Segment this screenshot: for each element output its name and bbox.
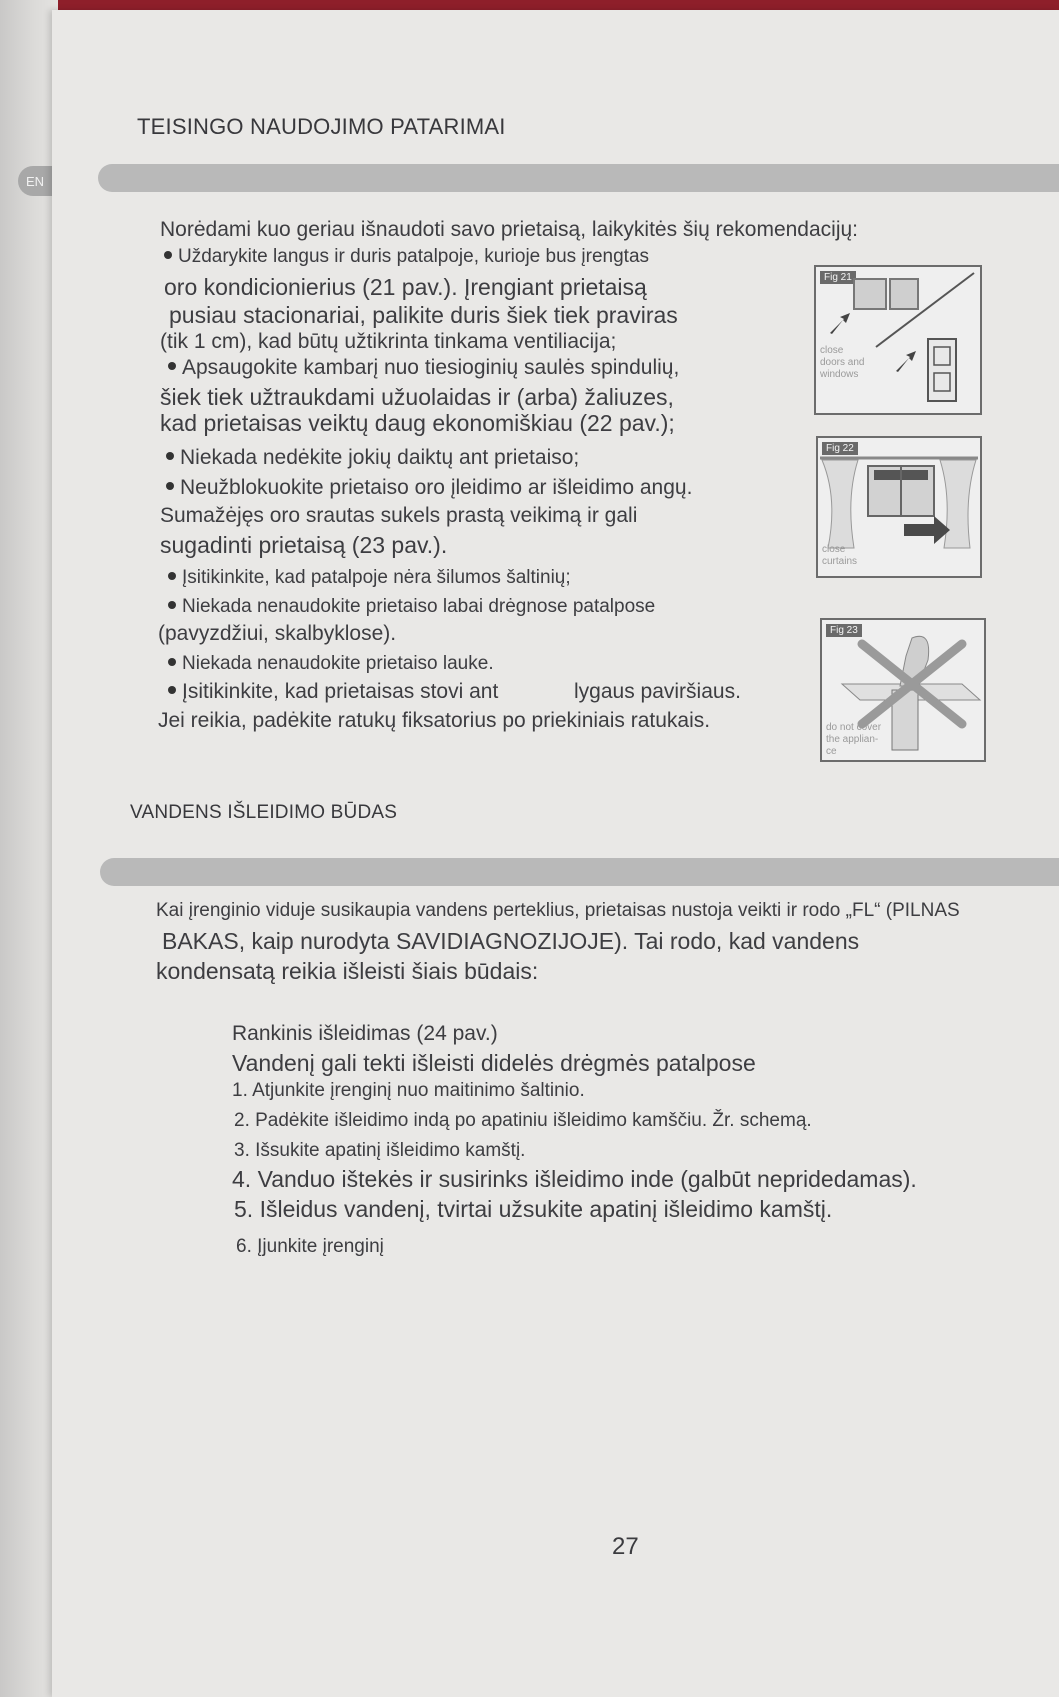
body-line: oro kondicionierius (21 pav.). Įrengiant prietaisą: [164, 274, 647, 300]
bullet-item: Niekada nenaudokite prietaiso lauke.: [168, 653, 494, 675]
bullet-icon: [168, 686, 176, 694]
step-item: 4. Vanduo ištekės ir susirinks išleidimo inde (galbūt nepridedamas).: [232, 1166, 917, 1192]
manual-page: [52, 10, 1059, 1697]
figure-tag: Fig 22: [822, 442, 858, 455]
step-item: 6. Įjunkite įrenginį: [236, 1236, 384, 1257]
window-door-icon: [816, 267, 980, 413]
body-line: (tik 1 cm), kad būtų užtikrinta tinkama ventiliacija;: [160, 330, 617, 353]
intro-line: Norėdami kuo geriau išnaudoti savo prietaisą, laikykitės šių rekomendacijų:: [160, 218, 859, 241]
bullet-item: Įsitikinkite, kad prietaisas stovi ant: [168, 680, 498, 704]
bullet-icon: [166, 482, 174, 490]
body-line: šiek tiek užtraukdami užuolaidas ir (arba) žaliuzes,: [160, 384, 674, 410]
bullet-icon: [168, 572, 176, 580]
step-item: 2. Padėkite išleidimo indą po apatiniu išleidimo kamščiu. Žr. schemą.: [234, 1110, 812, 1131]
step-item: 5. Išleidus vandenį, tvirtai užsukite apatinį išleidimo kamštį.: [234, 1196, 833, 1222]
figure-23: [820, 618, 986, 762]
bullet-item: Niekada nedėkite jokių daiktų ant prietaiso;: [166, 446, 579, 470]
bullet-icon: [164, 251, 172, 259]
body-line: lygaus paviršiaus.: [574, 680, 741, 703]
subheading-manual-drain: Rankinis išleidimas (24 pav.): [232, 1022, 498, 1045]
figure-caption: do not cover the applian- ce: [826, 722, 882, 757]
figure-caption: close doors and windows: [820, 345, 865, 380]
body-line: (pavyzdžiui, skalbyklose).: [158, 622, 397, 645]
bullet-item: Niekada nenaudokite prietaiso labai drėgnose patalpose: [168, 596, 655, 618]
body-line: sugadinti prietaisą (23 pav.).: [160, 532, 448, 558]
figure-tag: Fig 23: [826, 624, 862, 637]
step-item: 1. Atjunkite įrenginį nuo maitinimo šaltinio.: [232, 1080, 585, 1101]
bullet-item: Įsitikinkite, kad patalpoje nėra šilumos šaltinių;: [168, 567, 571, 589]
body-line: pusiau stacionariai, palikite duris šiek tiek praviras: [169, 302, 678, 328]
body-line: kad prietaisas veiktų daug ekonomiškiau (22 pav.);: [160, 410, 675, 436]
bullet-icon: [166, 452, 174, 460]
section-divider-bar: [100, 858, 1059, 886]
figure-tag: Fig 21: [820, 271, 856, 284]
figure-22: [816, 436, 982, 578]
figure-caption: close curtains: [822, 544, 858, 567]
bullet-icon: [168, 362, 176, 370]
section-divider-bar: [98, 164, 1059, 192]
bullet-item: Neužblokuokite prietaiso oro įleidimo ar išleidimo angų.: [166, 476, 692, 500]
section-title-water-drain: VANDENS IŠLEIDIMO BŪDAS: [130, 802, 398, 823]
page-number: 27: [612, 1533, 639, 1560]
page-fold-shadow: [0, 0, 58, 1697]
bullet-item: Apsaugokite kambarį nuo tiesioginių saulės spindulių,: [168, 356, 679, 380]
body-line: Sumažėjęs oro srautas sukels prastą veikimą ir gali: [160, 504, 638, 527]
intro-line: Kai įrenginio viduje susikaupia vandens perteklius, prietaisas nustoja veikti ir rodo „FL“ (PILNAS: [156, 900, 960, 921]
language-tab: EN: [18, 166, 52, 196]
section-title-usage-tips: TEISINGO NAUDOJIMO PATARIMAI: [137, 114, 506, 139]
bullet-item: Uždarykite langus ir duris patalpoje, kurioje bus įrengtas: [164, 246, 649, 268]
step-item: 3. Išsukite apatinį išleidimo kamštį.: [234, 1140, 526, 1161]
intro-line: BAKAS, kaip nurodyta SAVIDIAGNOZIJOJE). Tai rodo, kad vandens: [162, 928, 860, 954]
intro-line: kondensatą reikia išleisti šiais būdais:: [156, 958, 539, 984]
bullet-icon: [168, 658, 176, 666]
bullet-icon: [168, 601, 176, 609]
figure-21: [814, 265, 982, 415]
body-line: Jei reikia, padėkite ratukų fiksatorius po priekiniais ratukais.: [158, 709, 711, 732]
manual-note: Vandenį gali tekti išleisti didelės drėgmės patalpose: [232, 1050, 756, 1076]
